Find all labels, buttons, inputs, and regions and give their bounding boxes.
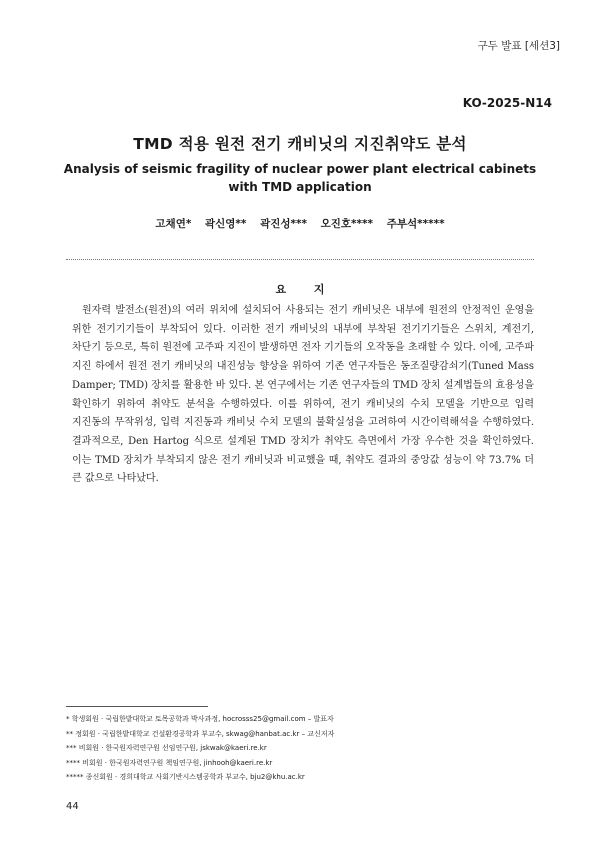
footnote: ***** 종신회원 · 경희대학교 사회기반시스템공학과 부교수, bju2@khu.ac.kr (66, 773, 305, 781)
abstract-heading: 요 지 (275, 283, 337, 296)
footnote: *** 비회원 · 한국원자력연구원 선임연구원, jskwak@kaeri.re.kr (66, 744, 267, 752)
paper-title-korean: TMD 적용 원전 전기 캐비닛의 지진취약도 분석 (133, 135, 467, 153)
author: 고채연* (155, 218, 192, 230)
abstract-body: 원자력 발전소(원전)의 여러 위치에 설치되어 사용되는 전기 캐비닛은 내부에 원전의 안정적인 운영을 위한 전기기기들이 부착되어 있다. 이러한 전기 캐비닛의 내부에 부착된 전기기기들은 스위치, 계전기, 차단기 등으로, 특히 원전에 고주파 지진이 발생하면 전자 기기들의 오작동을 초래할 수 있다. 이에, 고주파 지진 하에서 원전 전기 캐비닛의 내진성능 향상을 위하여 기존 연구자들은 동조질량감쇠기(Tuned Mass Damper; TMD) 장치를 활용한 바 있다. 본 연구에서는 기존 연구자들의 TMD 장치 설계법들의 효용성을 확인하기 위하여 취약도 분석을 수행하였다. 이를 위하여, 전기 캐비닛의 수치 모델을 기반으로 입력 지진동의 무작위성, 입력 지진동과 캐비닛 수치 모델의 불확실성을 고려하여 시간이력해석을 수행하였다. 결과적으로, Den Hartog 식으로 설계된 TMD 장치가 취약도 측면에서 가장 우수한 것을 확인하였다. 이는 TMD 장치가 부착되지 않은 전기 캐비닛과 비교했을 때, 취약도 결과의 중앙값 성능이 약 73.7% 더 큰 값으로 나타났다. (72, 305, 534, 485)
author: 곽진성*** (260, 218, 307, 230)
author: 오진호**** (320, 218, 374, 230)
author-list (0, 216, 600, 231)
footnote-rule (66, 706, 208, 707)
footnotes (66, 712, 546, 785)
footnote: ** 정회원 · 국립한밭대학교 건설환경공학과 부교수, skwag@hanbat.ac.kr – 교신저자 (66, 729, 335, 738)
page-number: 44 (66, 801, 79, 812)
footnote: **** 비회원 · 한국원자력연구원 책임연구원, jinhooh@kaeri.re.kr (66, 758, 273, 767)
section-label: 구두 발표 [세션3] (477, 40, 560, 52)
paper-code: KO-2025-N14 (462, 96, 552, 110)
paper-title-english-line2: with TMD application (228, 180, 372, 194)
paper-title-english-line1: Analysis of seismic fragility of nuclear power plant electrical cabinets (63, 162, 537, 176)
dotted-divider (66, 259, 534, 260)
author: 곽신영** (204, 218, 247, 230)
footnote: * 학생회원 · 국립한밭대학교 토목공학과 박사과정, hocrosss25@gmail.com – 발표자 (66, 715, 334, 723)
author: 주부석***** (386, 218, 445, 230)
